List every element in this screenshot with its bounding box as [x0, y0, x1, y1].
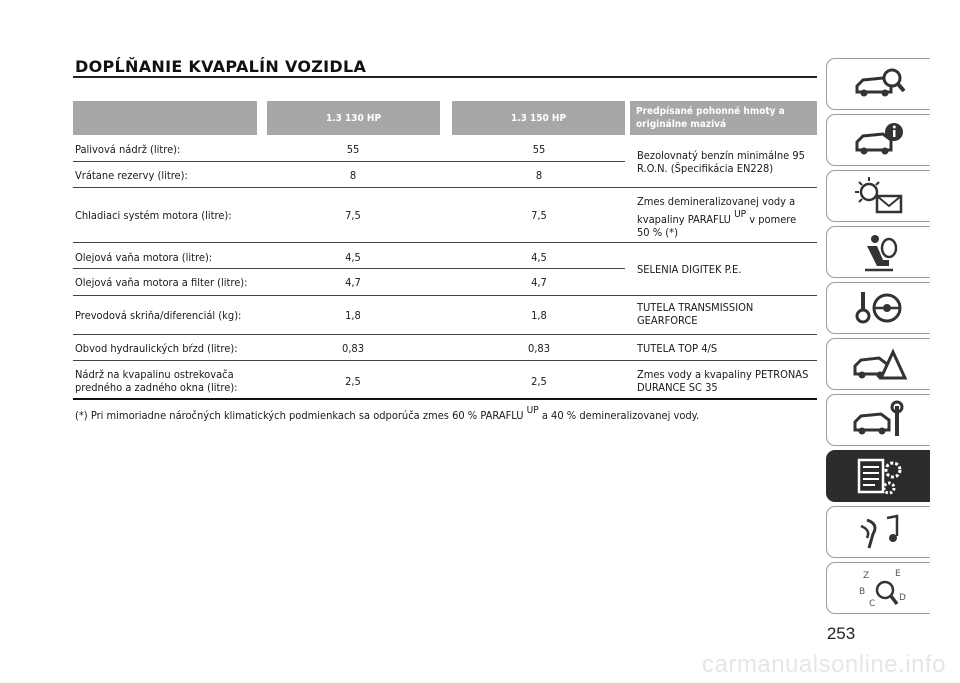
seat-airbag-icon: [849, 230, 909, 274]
row-value-fuel-tank-130: 55: [346, 143, 360, 156]
page-title: DOPĹŇANIE KVAPALÍN VOZIDLA: [75, 57, 367, 76]
tab-technical-data[interactable]: [826, 450, 930, 502]
row-label-washer-line2: predného a zadného okna (litre):: [75, 381, 238, 394]
spec-oil: SELENIA DIGITEK P.E.: [637, 263, 742, 276]
row-divider: [73, 187, 817, 188]
car-info-icon: [849, 118, 909, 162]
row-value-gearbox-150: 1,8: [531, 309, 547, 322]
row-label-oil-filter: Olejová vaňa motora a filter (litre):: [75, 276, 248, 289]
spec-gearbox: [637, 301, 753, 327]
footnote: [75, 405, 820, 422]
row-divider: [73, 242, 817, 243]
row-value-oil-filter-130: 4,7: [345, 276, 361, 289]
row-divider: [73, 295, 817, 296]
spec-washer-line2: DURANCE SC 35: [637, 381, 718, 394]
tab-emergency[interactable]: [826, 338, 930, 390]
spec-coolant-product: kvapaliny PARAFLU: [637, 213, 731, 226]
footnote-text-end: a 40 % demineralizovanej vody.: [541, 409, 700, 422]
tab-multimedia[interactable]: [826, 506, 930, 558]
row-value-oil-sump-130: 4,5: [345, 251, 361, 264]
spec-fuel-line2: R.O.N. (Špecifikácia EN228): [637, 162, 774, 175]
svg-text:C: C: [868, 599, 875, 609]
spec-fuel: [637, 149, 805, 175]
page-number: 253: [826, 624, 856, 643]
row-value-brakes-130: 0,83: [341, 342, 365, 355]
tab-index[interactable]: [826, 562, 930, 614]
tab-info[interactable]: [826, 114, 930, 166]
car-magnifier-icon: [849, 62, 909, 106]
spec-gearbox-line1: TUTELA TRANSMISSION: [637, 301, 754, 314]
spec-coolant-line2: [637, 208, 796, 226]
row-divider: [73, 360, 817, 361]
tab-warning-lights[interactable]: [826, 170, 930, 222]
row-divider: [73, 334, 817, 335]
svg-text:D: D: [898, 593, 906, 603]
row-label-oil-sump: Olejová vaňa motora (litre):: [75, 251, 213, 264]
tab-dashboard-knowledge[interactable]: [826, 58, 930, 110]
spec-fuel-line1: Bezolovnatý benzín minimálne 95: [637, 149, 805, 162]
header-cell-empty: [73, 101, 257, 135]
row-value-reserve-150: 8: [535, 169, 543, 182]
row-value-gearbox-130: 1,8: [345, 309, 361, 322]
row-value-washer-150: 2,5: [531, 375, 547, 388]
table-bottom-rule: [73, 398, 817, 400]
row-label-coolant: Chladiaci systém motora (litre):: [75, 209, 232, 222]
document-gears-icon: [849, 454, 909, 498]
footnote-text: (*) Pri mimoriadne náročných klimatických podmienkach sa odporúča zmes 60 % PARAFLU: [75, 409, 524, 422]
row-value-oil-sump-150: 4,5: [531, 251, 547, 264]
row-value-coolant-130: 7,5: [345, 209, 361, 222]
row-value-oil-filter-150: 4,7: [531, 276, 547, 289]
row-value-brakes-150: 0,83: [527, 342, 551, 355]
row-label-fuel-tank: Palivová nádrž (litre):: [75, 143, 181, 156]
spec-coolant: [637, 195, 796, 239]
tab-starting-driving[interactable]: [826, 282, 930, 334]
spec-coolant-sup: UP: [734, 209, 747, 220]
spec-gearbox-line2: GEARFORCE: [637, 314, 698, 327]
header-cell-specs: Predpísané pohonné hmoty a originálne mazivá: [630, 101, 817, 135]
row-divider: [73, 268, 625, 269]
watermark: carmanualsonline.info: [702, 651, 946, 678]
row-divider: [73, 161, 625, 162]
spec-coolant-line3: 50 % (*): [637, 226, 678, 239]
title-divider: [73, 76, 817, 78]
tab-safety[interactable]: [826, 226, 930, 278]
spec-coolant-line1: Zmes demineralizovanej vody a: [637, 195, 796, 208]
spec-washer-line1: Zmes vody a kvapaliny PETRONAS: [637, 368, 809, 381]
multimedia-note-icon: [849, 510, 909, 554]
row-value-washer-130: 2,5: [345, 375, 361, 388]
car-wrench-icon: [849, 398, 909, 442]
row-label-reserve: Vrátane rezervy (litre):: [75, 169, 188, 182]
row-value-fuel-tank-150: 55: [532, 143, 546, 156]
steering-wheel-key-icon: [849, 286, 909, 330]
svg-text:E: E: [894, 569, 901, 579]
footnote-sup: UP: [526, 405, 539, 416]
spec-brakes: TUTELA TOP 4/S: [637, 342, 718, 355]
row-label-washer-line1: Nádrž na kvapalinu ostrekovača: [75, 368, 234, 381]
spec-washer: [637, 368, 808, 394]
spec-coolant-ratio: v pomere: [749, 213, 797, 226]
row-value-coolant-150: 7,5: [531, 209, 547, 222]
header-cell-150hp: 1.3 150 HP: [452, 101, 625, 135]
tab-maintenance[interactable]: [826, 394, 930, 446]
header-cell-130hp: 1.3 130 HP: [267, 101, 440, 135]
row-value-reserve-130: 8: [349, 169, 357, 182]
alphabet-magnifier-icon: [849, 566, 909, 610]
svg-text:B: B: [858, 587, 865, 597]
warning-light-envelope-icon: [849, 174, 909, 218]
svg-text:Z: Z: [862, 571, 869, 581]
car-warning-triangle-icon: [849, 342, 909, 386]
row-label-washer: [75, 368, 238, 394]
row-label-gearbox: Prevodová skriňa/diferenciál (kg):: [75, 309, 242, 322]
row-label-brakes: Obvod hydraulických bŕzd (litre):: [75, 342, 238, 355]
